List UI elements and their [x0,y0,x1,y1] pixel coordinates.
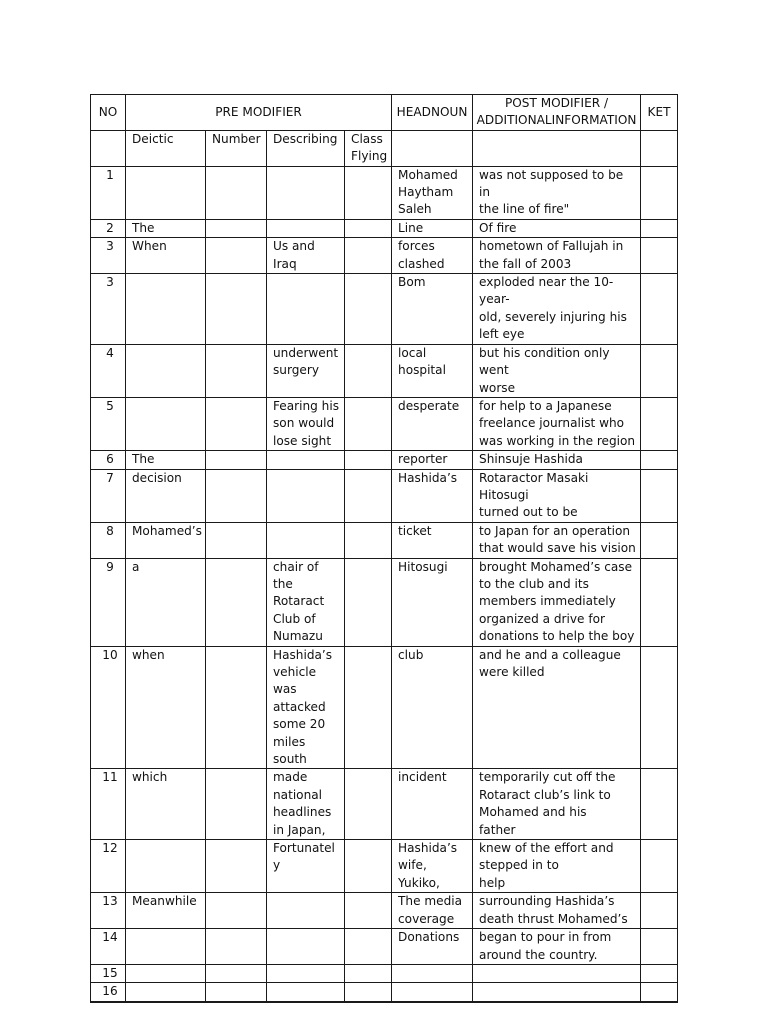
cell-class [345,769,392,840]
cell-post-modifier: was not supposed to be in the line of fire" [473,166,641,219]
cell-headnoun: Hashida’s wife, Yukiko, [392,840,473,893]
cell-no: 7 [91,469,126,522]
cell-post-modifier: to Japan for an operation that would save his vision [473,522,641,558]
cell-no: 15 [91,964,126,982]
cell-headnoun: Bom [392,274,473,345]
cell-deictic [126,929,206,965]
cell-post-modifier: but his condition only went worse [473,344,641,397]
cell-post-modifier [473,964,641,982]
cell-describing: Hashida’s vehicle was attacked some 20 miles south [267,646,345,769]
cell-no: 14 [91,929,126,965]
cell-number [206,274,267,345]
cell-number [206,769,267,840]
cell-headnoun: Hashida’s [392,469,473,522]
header-headnoun: HEADNOUN [392,95,473,131]
modifier-analysis-table [90,94,678,1003]
cell-class [345,558,392,646]
cell-ket [641,983,678,1001]
cell-describing [267,451,345,469]
cell-no: 5 [91,397,126,450]
cell-ket [641,451,678,469]
header-row [91,95,678,131]
cell-number [206,219,267,237]
cell-no: 6 [91,451,126,469]
cell-ket [641,929,678,965]
cell-number [206,469,267,522]
cell-headnoun: reporter [392,451,473,469]
cell-no: 16 [91,983,126,1001]
cell-ket [641,397,678,450]
cell-headnoun: ticket [392,522,473,558]
cell-deictic: decision [126,469,206,522]
cell-headnoun: Line [392,219,473,237]
cell-number [206,983,267,1001]
cell-ket [641,840,678,893]
cell-no: 3 [91,238,126,274]
cell-describing [267,893,345,929]
cell-post-modifier: Of fire [473,219,641,237]
cell-describing [267,983,345,1001]
cell-class [345,646,392,769]
table-row [91,344,678,397]
cell-no: 3 [91,274,126,345]
subheader-row [91,130,678,166]
cell-describing: underwent surgery [267,344,345,397]
cell-post-modifier: for help to a Japanese freelance journalist who was working in the region [473,397,641,450]
header-post-modifier: POST MODIFIER / ADDITIONALINFORMATION [473,95,641,131]
cell-no: 9 [91,558,126,646]
cell-no: 8 [91,522,126,558]
cell-describing: made national headlines in Japan, [267,769,345,840]
table-row [91,522,678,558]
cell-number [206,646,267,769]
cell-post-modifier: Rotaractor Masaki Hitosugi turned out to be [473,469,641,522]
cell-number [206,451,267,469]
cell-no: 11 [91,769,126,840]
cell-describing [267,274,345,345]
cell-post-modifier: hometown of Fallujah in the fall of 2003 [473,238,641,274]
cell-no: 13 [91,893,126,929]
cell-no: 1 [91,166,126,219]
cell-describing: Fearing his son would lose sight [267,397,345,450]
table-row [91,451,678,469]
table-row [91,646,678,769]
table-row [91,166,678,219]
cell-ket [641,274,678,345]
cell-deictic: which [126,769,206,840]
cell-class [345,274,392,345]
table-row [91,1001,678,1002]
cell-ket [641,166,678,219]
cell-ket [641,769,678,840]
cell-headnoun: local hospital [392,344,473,397]
cell-headnoun: club [392,646,473,769]
cell-deictic [126,1001,206,1002]
cell-describing: chair of the Rotaract Club of Numazu [267,558,345,646]
table-row [91,983,678,1001]
cell-deictic: Mohamed’s [126,522,206,558]
table-row [91,274,678,345]
cell-ket [641,893,678,929]
cell-deictic [126,397,206,450]
cell-post-modifier [473,1001,641,1002]
cell-post-modifier: and he and a colleague were killed [473,646,641,769]
header-ket: KET [641,95,678,131]
cell-class [345,840,392,893]
cell-ket [641,344,678,397]
cell-no: 4 [91,344,126,397]
cell-class [345,964,392,982]
cell-class [345,469,392,522]
cell-describing [267,166,345,219]
subheader-post-empty [473,130,641,166]
cell-describing [267,1001,345,1002]
cell-deictic [126,166,206,219]
subheader-ket-empty [641,130,678,166]
cell-ket [641,219,678,237]
cell-headnoun: Mohamed Haytham Saleh [392,166,473,219]
cell-deictic [126,964,206,982]
cell-headnoun [392,1001,473,1002]
subheader-no-empty [91,130,126,166]
cell-ket [641,964,678,982]
cell-no: 2 [91,219,126,237]
cell-number [206,558,267,646]
cell-deictic [126,840,206,893]
cell-class [345,929,392,965]
cell-ket [641,522,678,558]
cell-ket [641,646,678,769]
table-row [91,558,678,646]
subheader-deictic: Deictic [126,130,206,166]
cell-ket [641,558,678,646]
cell-number [206,238,267,274]
cell-headnoun: Hitosugi [392,558,473,646]
cell-headnoun: incident [392,769,473,840]
cell-number [206,964,267,982]
cell-ket [641,1001,678,1002]
table-row [91,893,678,929]
table-row [91,238,678,274]
cell-number [206,893,267,929]
header-no: NO [91,95,126,131]
subheader-describing: Describing [267,130,345,166]
cell-post-modifier: temporarily cut off the Rotaract club’s link to Mohamed and his father [473,769,641,840]
cell-headnoun [392,964,473,982]
cell-class [345,238,392,274]
cell-ket [641,469,678,522]
cell-describing [267,929,345,965]
cell-class [345,1001,392,1002]
cell-number [206,522,267,558]
cell-number [206,166,267,219]
cell-describing: Fortunatel y [267,840,345,893]
cell-class [345,522,392,558]
cell-deictic [126,274,206,345]
table-row [91,840,678,893]
cell-class [345,451,392,469]
cell-headnoun: Donations [392,929,473,965]
cell-describing [267,522,345,558]
cell-no [91,1001,126,1002]
table-body [91,166,678,1002]
cell-deictic: When [126,238,206,274]
cell-describing [267,219,345,237]
cell-describing: Us and Iraq [267,238,345,274]
cell-deictic: The [126,451,206,469]
cell-headnoun [392,983,473,1001]
cell-no: 10 [91,646,126,769]
cell-post-modifier [473,983,641,1001]
table-row [91,469,678,522]
cell-deictic [126,344,206,397]
header-pre-modifier: PRE MODIFIER [126,95,392,131]
cell-number [206,344,267,397]
table-row [91,219,678,237]
table-row [91,769,678,840]
subheader-number: Number [206,130,267,166]
cell-post-modifier: knew of the effort and stepped in to help [473,840,641,893]
cell-deictic: Meanwhile [126,893,206,929]
cell-deictic: a [126,558,206,646]
cell-number [206,1001,267,1002]
cell-post-modifier: brought Mohamed’s case to the club and its members immediately organized a drive for donations to help the boy [473,558,641,646]
cell-describing [267,964,345,982]
cell-class [345,344,392,397]
cell-deictic: The [126,219,206,237]
cell-headnoun: desperate [392,397,473,450]
cell-post-modifier: exploded near the 10-year- old, severely injuring his left eye [473,274,641,345]
cell-post-modifier: began to pour in from around the country. [473,929,641,965]
cell-headnoun: forces clashed [392,238,473,274]
cell-no: 12 [91,840,126,893]
cell-class [345,397,392,450]
table-row [91,397,678,450]
table-row [91,929,678,965]
cell-class [345,219,392,237]
cell-headnoun: The media coverage [392,893,473,929]
subheader-class: Class Flying [345,130,392,166]
cell-deictic: when [126,646,206,769]
cell-ket [641,238,678,274]
cell-deictic [126,983,206,1001]
table-row [91,964,678,982]
cell-post-modifier: Shinsuje Hashida [473,451,641,469]
cell-class [345,983,392,1001]
cell-class [345,166,392,219]
subheader-headnoun-empty [392,130,473,166]
cell-number [206,397,267,450]
cell-number [206,929,267,965]
cell-class [345,893,392,929]
cell-post-modifier: surrounding Hashida’s death thrust Mohamed’s [473,893,641,929]
cell-number [206,840,267,893]
cell-describing [267,469,345,522]
